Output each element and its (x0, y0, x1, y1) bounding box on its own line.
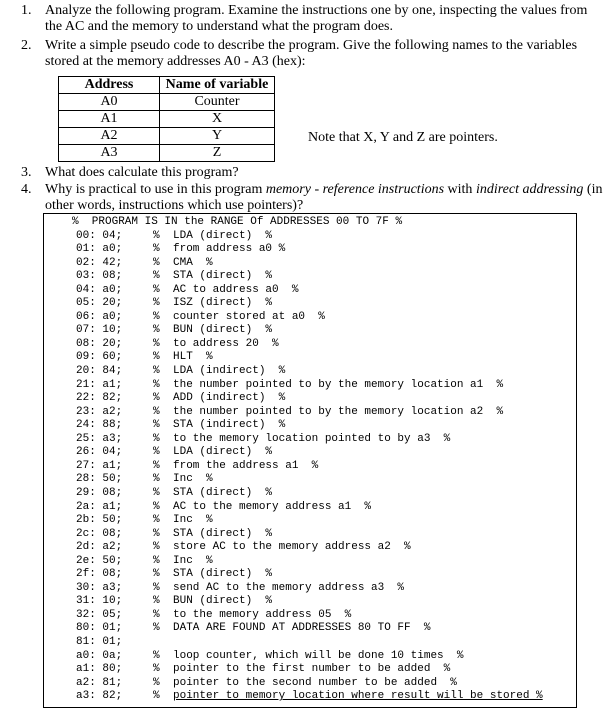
code-comment: BUN (direct) % (173, 595, 273, 608)
comment-marker: % (153, 405, 160, 418)
comment-marker: % (153, 541, 160, 554)
code-line (76, 419, 285, 433)
code-line (76, 595, 272, 609)
code-comment: pointer to the second number to be added % (173, 676, 457, 689)
code-comment: LDA (direct) % (173, 446, 273, 459)
table-row (59, 128, 275, 145)
code-comment: loop counter, which will be done 10 times % (173, 649, 464, 662)
code-address: 29: 08; (76, 486, 123, 499)
code-line (76, 270, 272, 284)
code-comment: pointer to memory location where result will be stored % (173, 690, 543, 703)
code-line (76, 514, 213, 528)
code-line (76, 568, 272, 582)
code-address: 80: 01; (76, 622, 123, 635)
code-address: 07: 10; (76, 324, 123, 337)
comment-marker: % (153, 473, 160, 486)
question-text-part: with (444, 182, 476, 197)
code-address: a1: 80; (76, 663, 123, 676)
code-comment: from address a0 % (173, 243, 286, 256)
code-line (76, 541, 411, 555)
comment-marker: % (153, 486, 160, 499)
comment-marker: % (153, 568, 160, 581)
code-comment: to the memory address 05 % (173, 608, 352, 621)
comment-marker: % (153, 256, 160, 269)
code-line (76, 555, 213, 569)
code-header: % PROGRAM IS IN the RANGE Of ADDRESSES 00 TO 7F % (72, 216, 403, 228)
code-line (76, 501, 371, 515)
code-line (76, 636, 173, 650)
table-row (59, 111, 275, 128)
code-comment: STA (direct) % (173, 568, 273, 581)
code-comment: HLT % (173, 351, 213, 364)
code-line (76, 324, 272, 338)
code-address: 2d: a2; (76, 541, 123, 554)
code-listing (43, 213, 577, 708)
code-comment: counter stored at a0 % (173, 310, 325, 323)
code-address: 06: a0; (76, 310, 123, 323)
code-line (76, 406, 503, 420)
code-comment: to the memory location pointed to by a3 % (173, 432, 451, 445)
code-address: 26: 04; (76, 446, 123, 459)
comment-marker: % (153, 432, 160, 445)
code-line (76, 351, 213, 365)
table-cell: X (160, 111, 275, 128)
comment-marker: % (153, 229, 160, 242)
code-line (76, 663, 450, 677)
question-number: 1. (21, 3, 32, 18)
table-cell: Y (160, 128, 275, 145)
code-address: 08: 20; (76, 337, 123, 350)
code-comment: ADD (indirect) % (173, 392, 286, 405)
code-comment: Inc % (173, 554, 213, 567)
comment-marker: % (153, 581, 160, 594)
question-number: 3. (21, 165, 32, 180)
code-line (76, 311, 325, 325)
code-address: 27: a1; (76, 459, 123, 472)
code-address: 01: a0; (76, 243, 123, 256)
comment-marker: % (153, 324, 160, 337)
code-address: 05: 20; (76, 297, 123, 310)
code-comment: Inc % (173, 473, 213, 486)
code-address: 30: a3; (76, 581, 123, 594)
comment-marker: % (153, 595, 160, 608)
question-text (45, 182, 605, 214)
code-address: 2c: 08; (76, 527, 123, 540)
comment-marker: % (153, 446, 160, 459)
comment-marker: % (153, 365, 160, 377)
code-line (76, 433, 450, 447)
code-comment: Inc % (173, 514, 213, 527)
table-cell: A0 (59, 94, 160, 111)
code-line (76, 338, 279, 352)
code-line (76, 460, 318, 474)
code-line (76, 690, 543, 704)
comment-marker: % (153, 297, 160, 310)
code-address: 32: 05; (76, 608, 123, 621)
code-address: 24: 88; (76, 419, 123, 432)
code-line (76, 257, 213, 271)
code-address: 22: 82; (76, 392, 123, 405)
code-address: 2a: a1; (76, 500, 123, 513)
code-address: 2b: 50; (76, 514, 123, 527)
comment-marker: % (153, 283, 160, 296)
code-address: 00: 04; (76, 229, 123, 242)
table-header-row (59, 77, 275, 94)
comment-marker: % (153, 649, 160, 662)
code-address: 21: a1; (76, 378, 123, 391)
code-line (76, 379, 503, 393)
code-comment: the number pointed to by the memory location a1 % (173, 378, 504, 391)
code-line (76, 582, 404, 596)
code-comment: store AC to the memory address a2 % (173, 541, 411, 554)
code-address: 23: a2; (76, 405, 123, 418)
table-cell: A1 (59, 111, 160, 128)
comment-marker: % (153, 243, 160, 256)
question-text-part: Why is practical to use in this program (45, 182, 266, 197)
code-comment: STA (direct) % (173, 486, 273, 499)
code-address: a2: 81; (76, 676, 123, 689)
code-address: 20: 84; (76, 365, 123, 377)
code-line (76, 528, 272, 542)
question-text: Write a simple pseudo code to describe the program. Give the following names to the variables stored at the memory addresses A0 - A3 (hex): (45, 38, 578, 69)
code-line (76, 650, 463, 664)
code-comment: CMA % (173, 256, 213, 269)
emphasis-indirect-addressing: indirect addressing (475, 182, 584, 197)
comment-marker: % (153, 500, 160, 513)
comment-marker: % (153, 419, 160, 432)
code-line (76, 297, 272, 311)
code-line (76, 365, 285, 379)
code-comment: from the address a1 % (173, 459, 319, 472)
code-line (76, 609, 351, 623)
code-address: 02: 42; (76, 256, 123, 269)
code-line (76, 446, 272, 460)
code-comment: send AC to the memory address a3 % (173, 581, 405, 594)
code-comment: ISZ (direct) % (173, 297, 273, 310)
comment-marker: % (153, 392, 160, 405)
code-comment: STA (direct) % (173, 527, 273, 540)
comment-marker: % (153, 690, 160, 703)
table-cell: A3 (59, 145, 160, 162)
code-line (76, 230, 272, 244)
column-header-address: Address (59, 77, 160, 94)
comment-marker: % (153, 676, 160, 689)
comment-marker: % (153, 622, 160, 635)
comment-marker: % (153, 608, 160, 621)
code-line (76, 622, 430, 636)
code-address: 03: 08; (76, 270, 123, 283)
comment-marker: % (153, 527, 160, 540)
table-cell: A2 (59, 128, 160, 145)
code-line (76, 392, 285, 406)
question-text-part: (in other words, instructions which use pointers)? (45, 182, 603, 213)
code-comment: LDA (indirect) % (173, 365, 286, 377)
question-text: What does calculate this program? (45, 165, 239, 180)
code-comment: AC to address a0 % (173, 283, 299, 296)
question-number: 2. (21, 38, 32, 53)
code-address: a3: 82; (76, 690, 123, 703)
code-line (76, 473, 213, 487)
comment-marker: % (153, 514, 160, 527)
code-comment: STA (indirect) % (173, 419, 286, 432)
table-row (59, 94, 275, 111)
code-comment: LDA (direct) % (173, 229, 273, 242)
code-address: 31: 10; (76, 595, 123, 608)
code-line (76, 677, 457, 691)
question-number: 4. (21, 182, 32, 197)
question-text: Analyze the following program. Examine the instructions one by one, inspecting the values from the AC and the memory to understand what the program does. (45, 3, 588, 34)
code-address: 2f: 08; (76, 568, 123, 581)
code-address: 04: a0; (76, 283, 123, 296)
variable-table (58, 76, 275, 162)
code-comment: BUN (direct) % (173, 324, 273, 337)
comment-marker: % (153, 378, 160, 391)
code-comment: pointer to the first number to be added % (173, 663, 451, 676)
code-comment: AC to the memory address a1 % (173, 500, 372, 513)
comment-marker: % (153, 270, 160, 283)
comment-marker: % (153, 459, 160, 472)
pointer-note: Note that X, Y and Z are pointers. (308, 130, 498, 145)
code-comment: DATA ARE FOUND AT ADDRESSES 80 TO FF % (173, 622, 431, 635)
table-cell: Counter (160, 94, 275, 111)
code-address: 25: a3; (76, 432, 123, 445)
column-header-variable: Name of variable (160, 77, 275, 94)
comment-marker: % (153, 351, 160, 364)
comment-marker: % (153, 663, 160, 676)
code-address: 2e: 50; (76, 554, 123, 567)
table-row (59, 145, 275, 162)
emphasis-memory-reference: memory - reference instructions (265, 182, 445, 197)
code-line (76, 284, 298, 298)
comment-marker: % (153, 310, 160, 323)
code-address: 81: 01; (76, 636, 123, 648)
code-line (76, 243, 285, 257)
code-address: a0: 0a; (76, 649, 123, 662)
table-cell: Z (160, 145, 275, 162)
comment-marker: % (153, 554, 160, 567)
code-line (76, 487, 272, 501)
code-comment: to address 20 % (173, 337, 279, 350)
code-comment: the number pointed to by the memory location a2 % (173, 405, 504, 418)
code-comment: STA (direct) % (173, 270, 273, 283)
code-address: 28: 50; (76, 473, 123, 486)
code-address: 09: 60; (76, 351, 123, 364)
comment-marker: % (153, 337, 160, 350)
